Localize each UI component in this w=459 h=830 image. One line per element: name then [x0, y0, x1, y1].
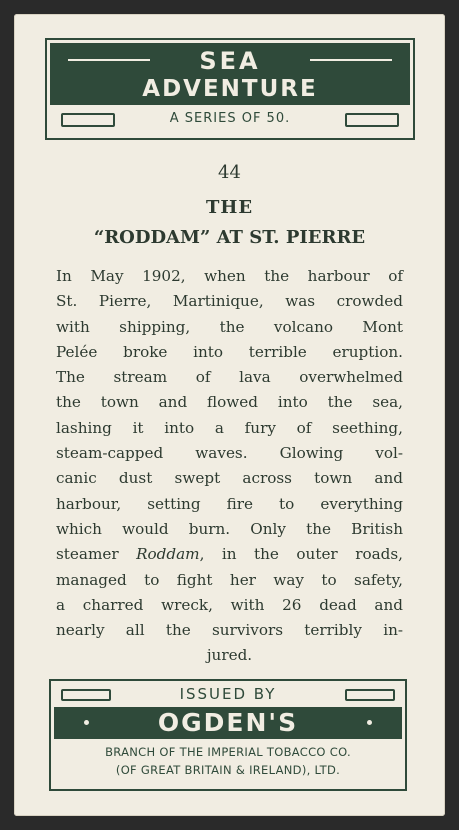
- description-line: a charred wreck, with 26 dead and: [56, 595, 403, 614]
- series-title-line2: ADVENTURE: [142, 76, 318, 102]
- branch-line-2: (OF GREAT BRITAIN & IRELAND), LTD.: [115, 763, 341, 777]
- description-line: Pelée broke into terrible eruption.: [56, 342, 403, 361]
- card-title-line2: “RODDAM” AT ST. PIERRE: [93, 227, 366, 248]
- description-line: lashing it into a fury of seething,: [56, 418, 403, 437]
- card-title-line1: THE: [205, 197, 254, 218]
- branch-line-1: BRANCH OF THE IMPERIAL TOBACCO CO.: [105, 745, 351, 759]
- card-number: 44: [218, 162, 241, 183]
- brand-name: OGDEN'S: [157, 708, 299, 737]
- description-line: jured.: [206, 646, 253, 665]
- description-line: canic dust swept across town and: [56, 469, 403, 488]
- description-line: with shipping, the volcano Mont: [56, 317, 403, 336]
- description-line: which would burn. Only the British: [56, 519, 403, 538]
- series-title-line1: SEA: [199, 47, 261, 75]
- issued-by-label: ISSUED BY: [179, 685, 277, 703]
- description-line: the town and flowed into the sea,: [56, 393, 403, 412]
- description-line: St. Pierre, Martinique, was crowded: [56, 292, 403, 311]
- description-line: steam-capped waves. Glowing vol-: [56, 444, 403, 463]
- series-header: [45, 38, 415, 140]
- series-count: A SERIES OF 50.: [169, 111, 291, 126]
- description-line: steamer Roddam, in the outer roads,: [56, 545, 403, 564]
- cigarette-card: [14, 14, 445, 816]
- issuer-footer: [49, 679, 407, 791]
- description-line: In May 1902, when the harbour of: [56, 267, 403, 285]
- header-banner: [50, 43, 410, 105]
- card-description: [56, 264, 403, 669]
- description-line: The stream of lava overwhelmed: [56, 368, 403, 387]
- description-line: managed to fight her way to safety,: [56, 570, 403, 589]
- description-line: nearly all the survivors terribly in-: [56, 621, 403, 640]
- description-line: harbour, setting fire to everything: [56, 494, 403, 513]
- brand-banner: [54, 707, 402, 739]
